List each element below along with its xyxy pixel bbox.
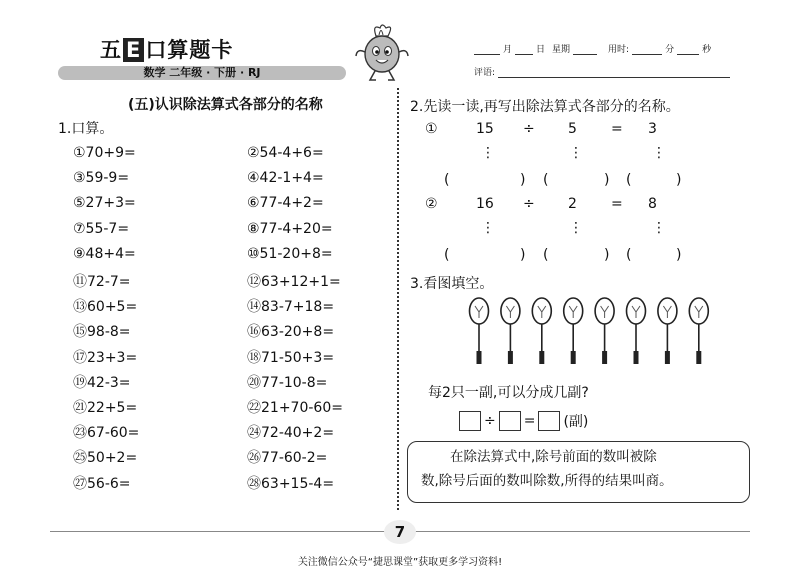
formula-1-quotient: 3: [648, 121, 657, 137]
day-field[interactable]: [515, 44, 533, 55]
dots-quotient-1: ⋮: [652, 145, 666, 161]
racket-icon: [470, 298, 489, 364]
blank-1c-close[interactable]: ): [676, 172, 682, 188]
formula-1-dividend: 15: [476, 121, 494, 137]
problem-12[interactable]: ⑫63+12+1=: [247, 274, 341, 290]
rackets-illustration: [464, 296, 714, 366]
racket-icon: [689, 298, 708, 364]
problem-22[interactable]: ㉒21+70-60=: [247, 400, 343, 416]
blank-1a-open[interactable]: (: [444, 172, 450, 188]
note-line-1: 在除法算式中,除号前面的数叫被除: [450, 449, 657, 465]
formula-1-number: ①: [425, 121, 438, 137]
problem-18[interactable]: ⑱71-50+3=: [247, 349, 335, 366]
brand-title: [100, 34, 233, 64]
problem-2[interactable]: ②54-4+6=: [247, 145, 324, 161]
date-line: [474, 42, 711, 55]
month-field[interactable]: [474, 44, 500, 55]
racket-icon: [564, 298, 583, 364]
brand-pre: 五: [100, 38, 122, 62]
racket-icon: [627, 298, 646, 364]
problem-26[interactable]: ㉖77-60-2=: [247, 450, 328, 467]
section-2-heading: 2.先读一读,再写出除法算式各部分的名称。: [410, 99, 680, 115]
problem-21[interactable]: ㉑22+5=: [73, 400, 138, 416]
dots-dividend-1: ⋮: [481, 145, 495, 161]
racket-icon: [532, 298, 551, 364]
comment-line: [474, 65, 730, 78]
problem-25[interactable]: ㉕50+2=: [73, 450, 138, 467]
answer-box-quotient[interactable]: [538, 411, 560, 431]
formula-2-number: ②: [425, 196, 438, 212]
problem-17[interactable]: ⑰23+3=: [73, 349, 138, 366]
problem-13[interactable]: ⑬60+5=: [73, 299, 138, 316]
dots-quotient-2: ⋮: [652, 220, 666, 236]
problem-11[interactable]: ⑪72-7=: [73, 274, 131, 290]
seconds-field[interactable]: [677, 44, 699, 55]
problem-8[interactable]: ⑧77-4+20=: [247, 220, 333, 237]
month-label: 月: [503, 45, 513, 55]
answer-box-divisor[interactable]: [499, 411, 521, 431]
blank-1b-open[interactable]: (: [543, 172, 549, 188]
question-text: 每2只一副,可以分成几副?: [428, 385, 589, 401]
formula-2-quotient: 8: [648, 196, 657, 212]
problem-16[interactable]: ⑯63-20+8=: [247, 324, 335, 341]
problem-9[interactable]: ⑨48+4=: [73, 245, 136, 262]
section-3-heading: 3.看图填空。: [410, 276, 494, 292]
blank-1b-close[interactable]: ): [604, 172, 610, 188]
dots-divisor-1: ⋮: [569, 145, 583, 161]
problem-10[interactable]: ⑩51-20+8=: [247, 245, 333, 262]
blank-2b-close[interactable]: ): [604, 247, 610, 263]
racket-icon: [658, 298, 677, 364]
formula-2-dividend: 16: [476, 196, 494, 212]
note-line-2: 数,除号后面的数叫除数,所得的结果叫商。: [421, 473, 673, 489]
racket-icon: [595, 298, 614, 364]
problem-14[interactable]: ⑭83-7+18=: [247, 299, 335, 316]
column-divider: [397, 88, 399, 510]
problem-20[interactable]: ⑳77-10-8=: [247, 374, 328, 391]
blank-2c-open[interactable]: (: [626, 247, 632, 263]
comment-field[interactable]: [498, 67, 730, 78]
lesson-title: (五)认识除法算式各部分的名称: [128, 97, 323, 113]
problem-27[interactable]: ㉗56-6=: [73, 475, 131, 492]
formula-1-equals: =: [611, 121, 623, 137]
problem-24[interactable]: ㉔72-40+2=: [247, 425, 335, 442]
weekday-field[interactable]: [573, 44, 597, 55]
time-label: 用时:: [608, 45, 630, 55]
blank-2a-close[interactable]: ): [520, 247, 526, 263]
problem-19[interactable]: ⑲42-3=: [73, 374, 131, 391]
weekday-label: 星期: [552, 45, 571, 55]
answer-divide-sign: ÷: [484, 413, 496, 429]
problem-7[interactable]: ⑦55-7=: [73, 220, 130, 237]
problem-1[interactable]: ①70+9=: [73, 145, 136, 161]
dots-dividend-2: ⋮: [481, 220, 495, 236]
answer-equals-sign: =: [523, 413, 536, 429]
footer-text: 关注微信公众号“捷思课堂”获取更多学习资料!: [297, 557, 503, 568]
answer-row: [459, 411, 588, 431]
brand-e-logo: E: [123, 38, 144, 62]
formula-1-divisor: 5: [568, 121, 577, 137]
day-label: 日: [536, 45, 546, 55]
dots-divisor-2: ⋮: [569, 220, 583, 236]
page-number: 7: [384, 520, 416, 544]
blank-2c-close[interactable]: ): [676, 247, 682, 263]
formula-1-divide-sign: ÷: [523, 121, 535, 137]
brand-post: 口算题卡: [145, 38, 234, 62]
problem-3[interactable]: ③59-9=: [73, 170, 130, 187]
problem-5[interactable]: ⑤27+3=: [73, 195, 136, 212]
blank-1c-open[interactable]: (: [626, 172, 632, 188]
problem-28[interactable]: ㉘63+15-4=: [247, 475, 335, 492]
blank-2a-open[interactable]: (: [444, 247, 450, 263]
subject-bar: 数学 二年级 · 下册 · RJ: [58, 66, 346, 80]
formula-2-divisor: 2: [568, 196, 577, 212]
answer-box-dividend[interactable]: [459, 411, 481, 431]
minutes-field[interactable]: [632, 44, 662, 55]
problem-6[interactable]: ⑥77-4+2=: [247, 195, 324, 212]
racket-icon: [501, 298, 520, 364]
section-1-heading: 1.口算。: [58, 121, 114, 137]
formula-2-divide-sign: ÷: [523, 196, 535, 212]
blank-1a-close[interactable]: ): [520, 172, 526, 188]
seconds-label: 秒: [702, 45, 712, 55]
problem-4[interactable]: ④42-1+4=: [247, 170, 324, 187]
problem-23[interactable]: ㉓67-60=: [73, 425, 140, 442]
comment-label: 评语:: [474, 68, 496, 78]
answer-unit: (副): [563, 414, 589, 430]
problem-15[interactable]: ⑮98-8=: [73, 324, 131, 341]
minutes-label: 分: [665, 45, 675, 55]
radish-mascot-icon: [352, 22, 412, 84]
formula-2-equals: =: [611, 196, 623, 212]
blank-2b-open[interactable]: (: [543, 247, 549, 263]
